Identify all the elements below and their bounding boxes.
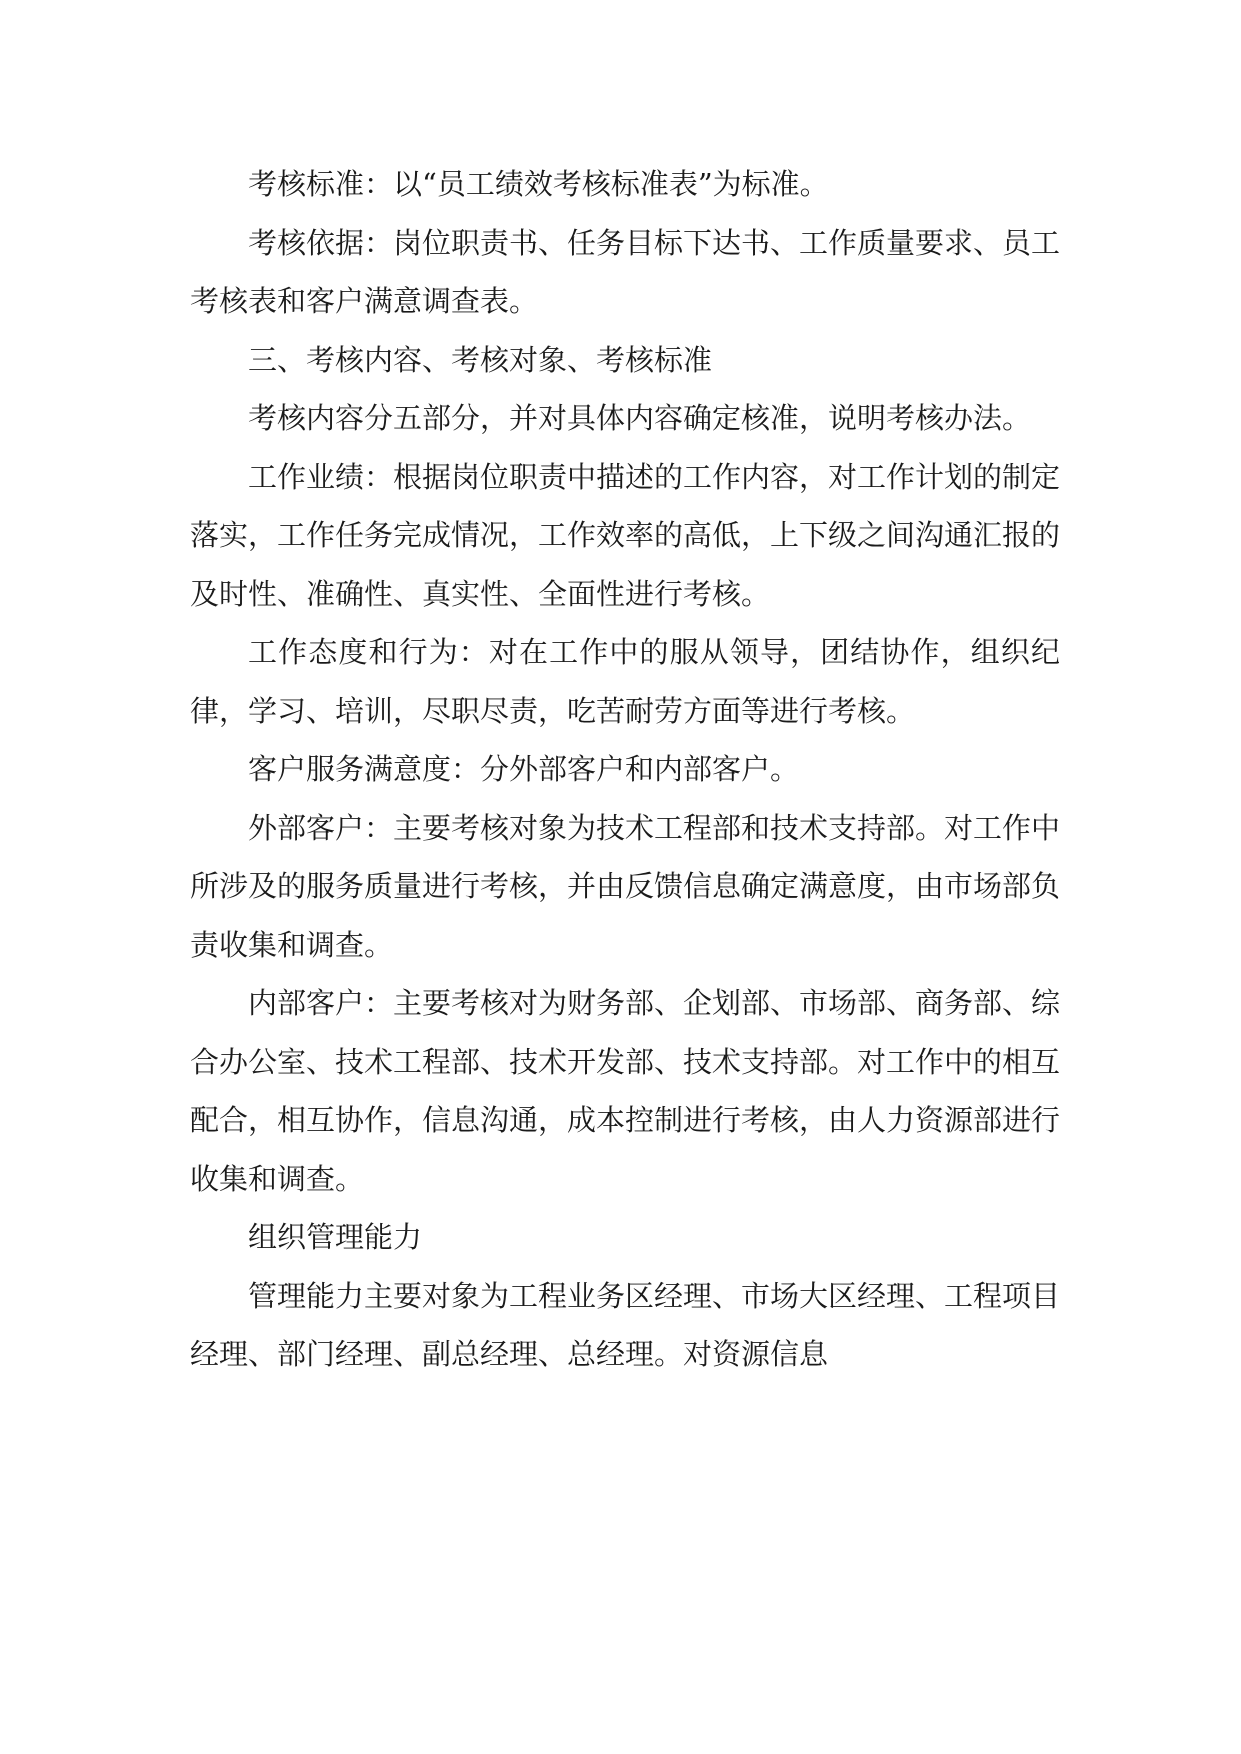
paragraph-assessment-basis: 考核依据：岗位职责书、任务目标下达书、工作质量要求、员工考核表和客户满意调查表。 — [190, 225, 1061, 318]
section-heading-content-objects-standards: 三、考核内容、考核对象、考核标准 — [248, 342, 713, 377]
subheading-management-ability: 组织管理能力 — [248, 1220, 423, 1254]
paragraph-work-attitude: 工作态度和行为：对在工作中的服从领导，团结协作，组织纪律，学习、培训，尽职尽责，吃苦耐劳方面等进行考核。 — [190, 635, 1060, 728]
paragraph-work-performance: 工作业绩：根据岗位职责中描述的工作内容，对工作计划的制定落实，工作任务完成情况，工作效率的高低，上下级之间沟通汇报的及时性、准确性、真实性、全面性进行考核。 — [190, 459, 1061, 611]
paragraph-assessment-standard: 考核标准：以“员工绩效考核标准表”为标准。 — [248, 167, 829, 201]
document-body — [190, 155, 1060, 1384]
paragraph-internal-customers: 内部客户：主要考核对为财务部、企划部、市场部、商务部、综合办公室、技术工程部、技术开发部、技术支持部。对工作中的相互配合，相互协作，信息沟通，成本控制进行考核，由人力资源部进行收集和调查。 — [190, 986, 1061, 1196]
paragraph-external-customers: 外部客户：主要考核对象为技术工程部和技术支持部。对工作中所涉及的服务质量进行考核，并由反馈信息确定满意度，由市场部负责收集和调查。 — [190, 810, 1061, 962]
paragraph-customer-satisfaction: 客户服务满意度：分外部客户和内部客户。 — [248, 752, 800, 786]
paragraph-content-overview: 考核内容分五部分，并对具体内容确定核准，说明考核办法。 — [248, 401, 1032, 435]
paragraph-management-ability: 管理能力主要对象为工程业务区经理、市场大区经理、工程项目经理、部门经理、副总经理、总经理。对资源信息 — [190, 1278, 1061, 1371]
